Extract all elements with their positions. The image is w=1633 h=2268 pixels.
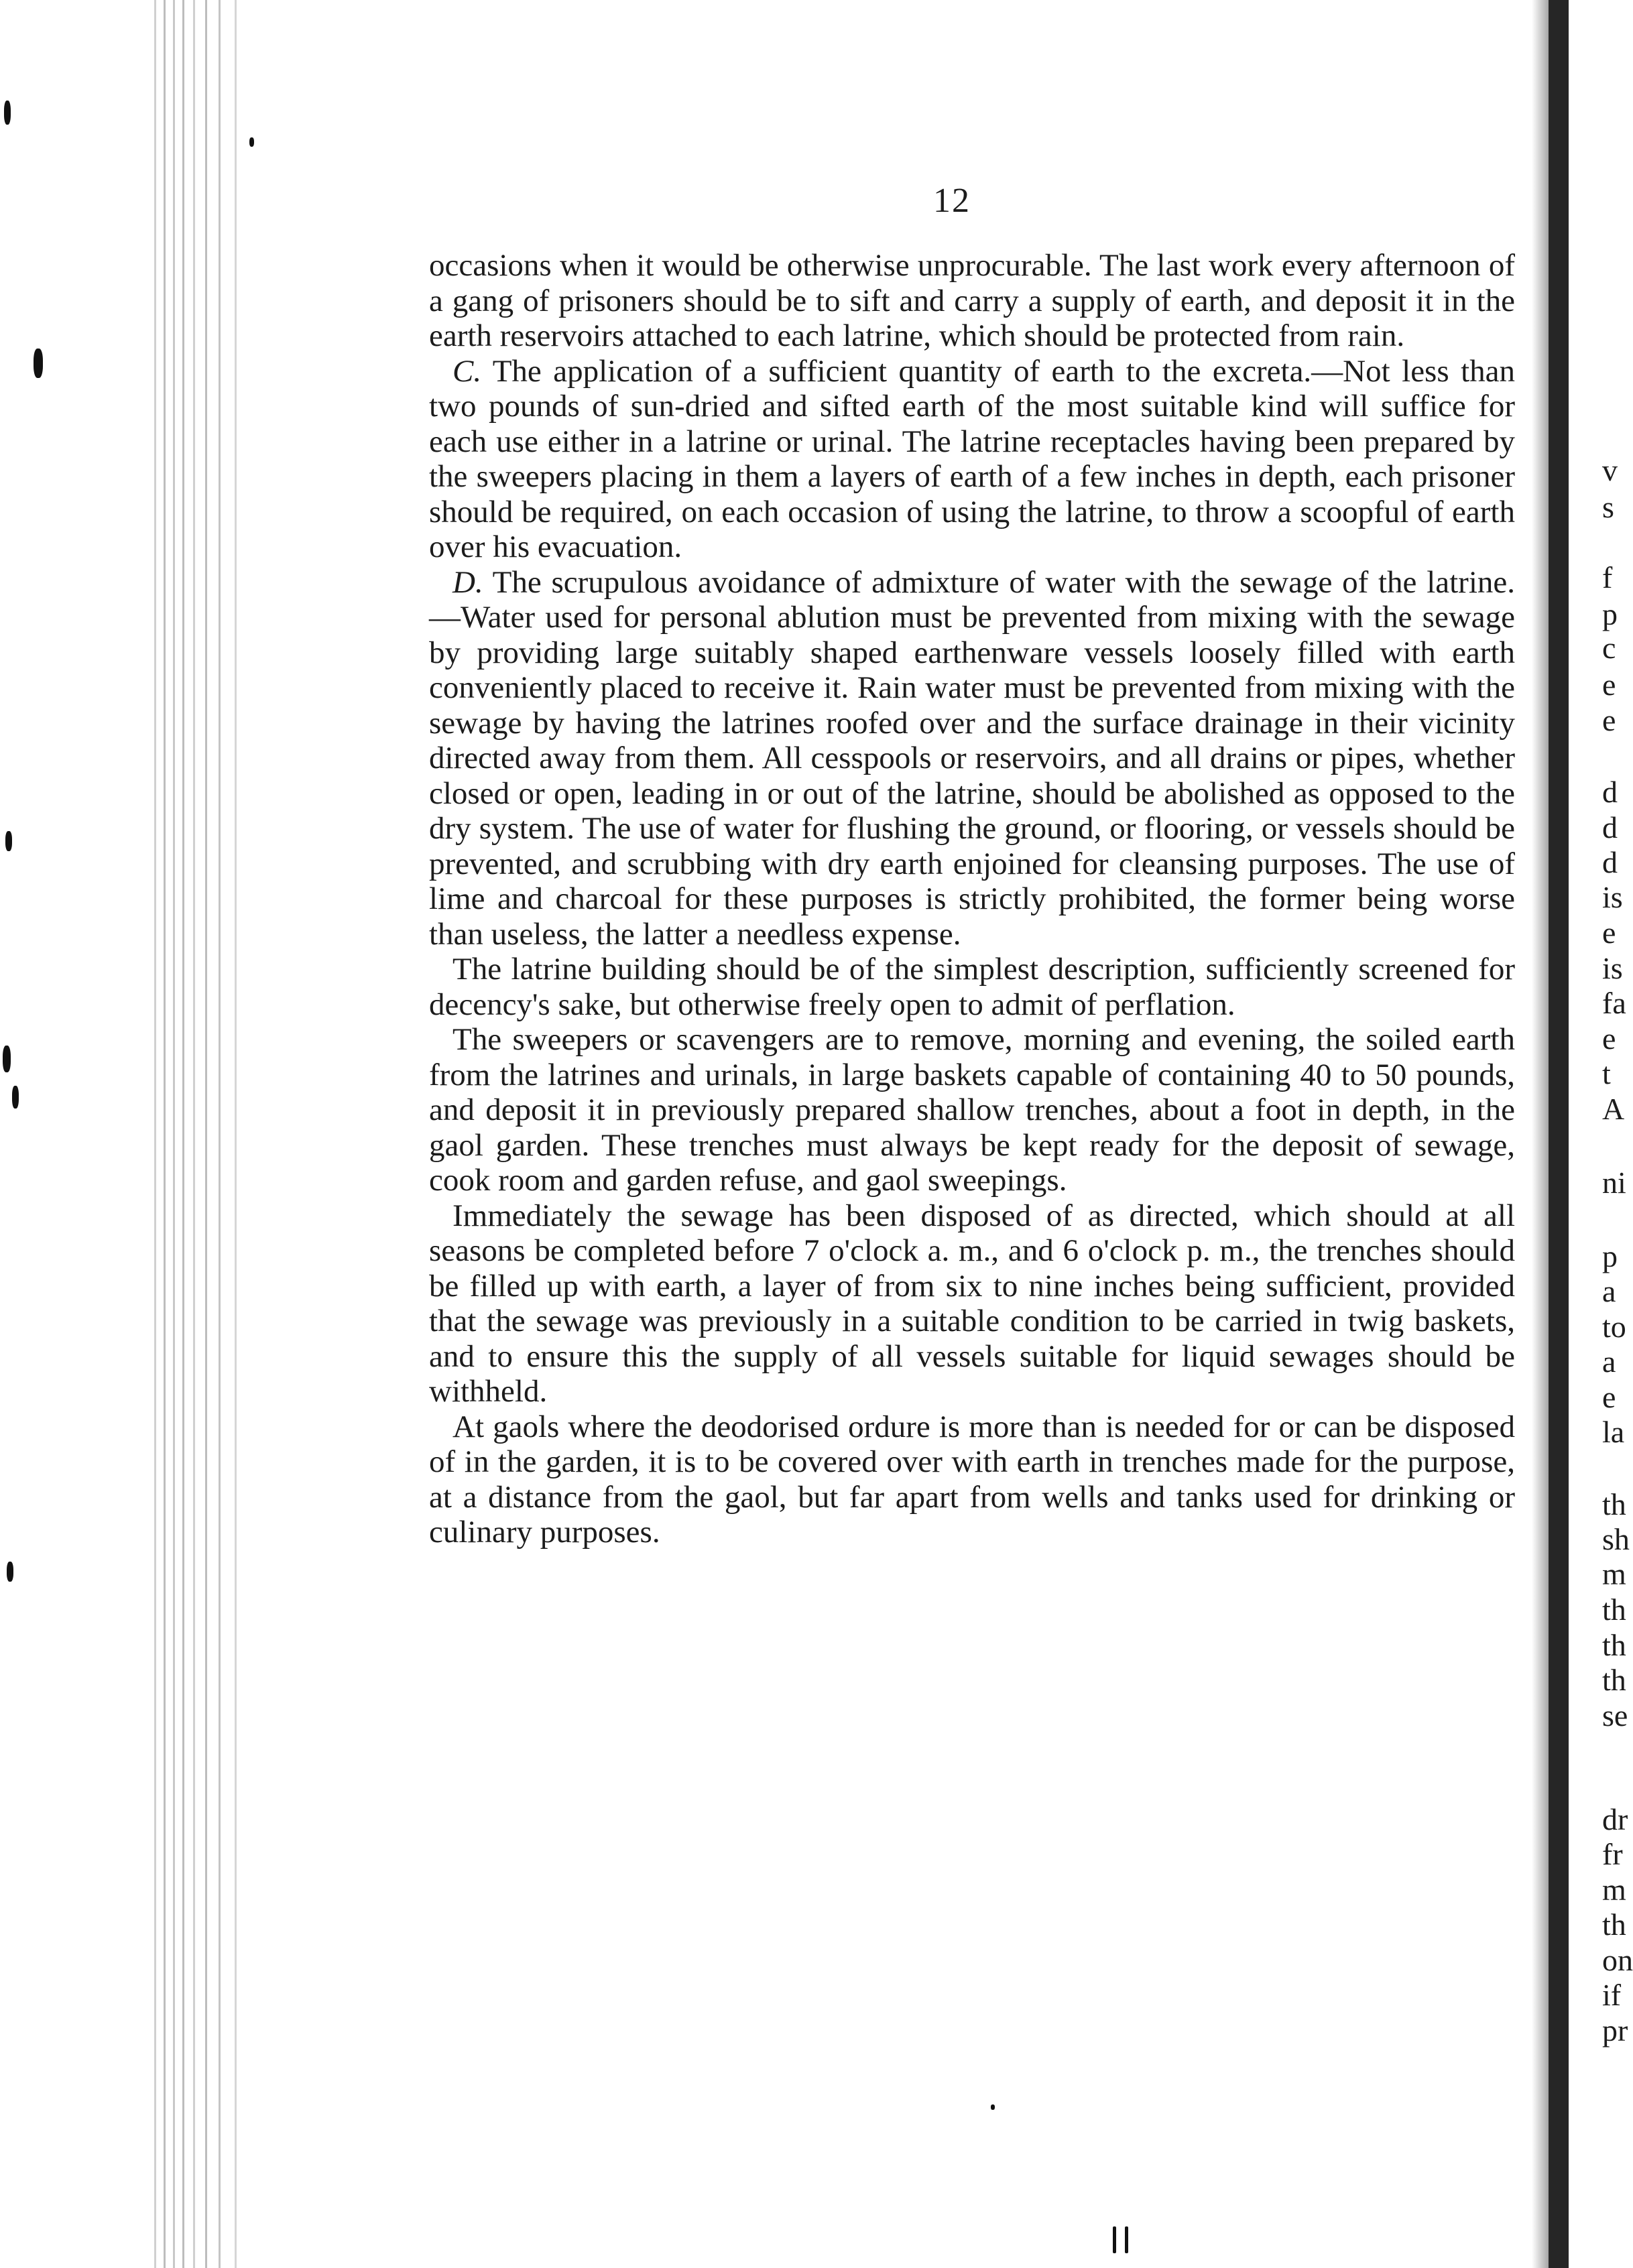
facing-page-fragment: a xyxy=(1602,1274,1616,1308)
scan-speck xyxy=(1113,2226,1116,2253)
facing-page-fragment: e xyxy=(1602,1380,1616,1414)
page-edge-line xyxy=(205,0,207,2268)
facing-page-fragment: se xyxy=(1602,1698,1628,1732)
facing-page-fragment: is xyxy=(1602,880,1623,914)
scan-speck xyxy=(34,349,43,378)
paragraph xyxy=(429,565,1515,952)
facing-page-fragment: m xyxy=(1602,1557,1626,1591)
paragraph-text: The scrupulous avoidance of admixture of water with the sewage of the latrine.—Water used for personal ablution must be prevented from mixing with the sewage by providing large suitably shaped earthenware vessels loosely filled with earth conveniently placed to receive it. Rain water must be prevented from mixing with the sewage by having the latrines roofed over and the surface drainage in their vicinity directed away from them. All cesspools or reservoirs, and all drains or pipes, whether closed or open, leading in or out of the latrine, should be abolished as opposed to the dry system. The use of water for flushing the ground, or flooring, or vessels should be prevented, and scrubbing with dry earth enjoined for cleansing purposes. The use of lime and charcoal for these purposes is strictly prohibited, the former being worse than useless, the latter a needless expense. xyxy=(429,564,1515,952)
facing-page-glimpse xyxy=(1602,0,1633,2268)
facing-page-fragment: la xyxy=(1602,1415,1625,1449)
page-edge-line xyxy=(193,0,195,2268)
paragraph-text: At gaols where the deodorised ordure is more than is needed for or can be disposed of in the garden, it is to be covered over with earth in trenches made for the purpose, at a distance from the gaol, but far apart from wells and tanks used for drinking or culinary purposes. xyxy=(429,1409,1515,1550)
paragraph-text: occasions when it would be otherwise unprocurable. The last work every afternoon of a gang of prisoners should be to sift and carry a supply of earth, and deposit it in the earth reservoirs attached to each latrine, which should be protected from rain. xyxy=(429,248,1515,353)
paragraph xyxy=(429,1198,1515,1409)
paragraph-lead: D. xyxy=(452,564,483,600)
book-page-edges xyxy=(154,0,308,2268)
facing-page-fragment: p xyxy=(1602,1239,1618,1273)
facing-page-fragment: ni xyxy=(1602,1166,1626,1200)
facing-page-fragment: f xyxy=(1602,560,1613,594)
paragraph xyxy=(429,1022,1515,1198)
facing-page-fragment: dr xyxy=(1602,1802,1628,1836)
paragraph-text: The sweepers or scavengers are to remove, morning and evening, the soiled earth from the latrines and urinals, in large baskets capable of containing 40 to 50 pounds, and deposit it in previously prepared shallow trenches, about a foot in depth, in the gaol garden. These trenches must always be kept ready for the deposit of sewage, cook room and garden refuse, and gaol sweepings. xyxy=(429,1022,1515,1198)
facing-page-fragment: d xyxy=(1602,775,1618,809)
facing-page-fragment: A xyxy=(1602,1092,1625,1126)
page-edge-line xyxy=(182,0,184,2268)
scan-speck xyxy=(7,1562,13,1582)
facing-page-fragment: e xyxy=(1602,916,1616,950)
paragraph-text: The latrine building should be of the simplest description, sufficiently screened for decency's sake, but otherwise freely open to admit of perflation. xyxy=(429,952,1515,1022)
facing-page-fragment: sh xyxy=(1602,1522,1630,1556)
facing-page-fragment: v xyxy=(1602,453,1618,487)
scan-speck xyxy=(991,2104,995,2110)
facing-page-fragment: e xyxy=(1602,1021,1616,1056)
facing-page-fragment: d xyxy=(1602,810,1618,844)
page-number: 12 xyxy=(933,182,971,220)
paragraph xyxy=(429,1409,1515,1550)
paragraph xyxy=(429,354,1515,565)
scan-speck xyxy=(1125,2226,1128,2253)
page-edge-line xyxy=(173,0,175,2268)
facing-page-fragment: p xyxy=(1602,597,1618,631)
book-gutter xyxy=(1549,0,1569,2268)
scan-edge xyxy=(0,0,27,2268)
paragraph-text: The application of a sufficient quantity of earth to the excreta.—Not less than two pounds of sun-dried and sifted earth of the most suitable kind will suffice for each use either in a latrine or urinal. The latrine receptacles having been prepared by the sweepers placing in them a layers of earth of a few inches in depth, each prisoner should be required, on each occasion of using the latrine, to throw a scoopful of earth over his evacuation. xyxy=(429,353,1515,564)
page-edge-line xyxy=(219,0,221,2268)
facing-page-fragment: th xyxy=(1602,1663,1626,1697)
page-edge-line xyxy=(164,0,166,2268)
scan-speck xyxy=(3,1046,11,1072)
facing-page-fragment: m xyxy=(1602,1873,1626,1907)
facing-page-fragment: to xyxy=(1602,1310,1626,1344)
facing-page-fragment: fr xyxy=(1602,1837,1623,1871)
facing-page-fragment: th xyxy=(1602,1628,1626,1662)
main-text-block xyxy=(429,248,1515,1550)
scan-speck xyxy=(4,101,11,125)
facing-page-fragment: fa xyxy=(1602,986,1626,1020)
facing-page-fragment: d xyxy=(1602,845,1618,879)
facing-page-fragment: th xyxy=(1602,1592,1626,1627)
paragraph-lead: C. xyxy=(452,353,482,389)
scan-speck xyxy=(12,1086,19,1109)
facing-page-fragment: e xyxy=(1602,668,1616,702)
facing-page-fragment: th xyxy=(1602,1907,1626,1942)
facing-page-fragment: a xyxy=(1602,1344,1616,1379)
facing-page-fragment: e xyxy=(1602,703,1616,737)
paragraph xyxy=(429,248,1515,354)
facing-page-fragment: pr xyxy=(1602,2013,1628,2048)
facing-page-fragment: on xyxy=(1602,1943,1633,1977)
page-edge-line xyxy=(235,0,237,2268)
facing-page-fragment: if xyxy=(1602,1978,1622,2012)
facing-page-fragment: th xyxy=(1602,1487,1626,1521)
facing-page-fragment: s xyxy=(1602,490,1614,524)
gutter-shadow xyxy=(1532,0,1549,2268)
scan-speck xyxy=(5,831,12,851)
facing-page-fragment: is xyxy=(1602,951,1623,985)
paragraph-text: Immediately the sewage has been disposed of as directed, which should at all seasons be completed before 7 o'clock a. m., and 6 o'clock p. m., the trenches should be filled up with earth, a layer of from six to nine inches being sufficient, provided that the sewage was previously in a suitable condition to be carried in twig baskets, and to ensure this the supply of all vessels suitable for liquid sewages should be withheld. xyxy=(429,1198,1515,1409)
paragraph xyxy=(429,952,1515,1022)
page-edge-line xyxy=(154,0,156,2268)
facing-page-fragment: t xyxy=(1602,1056,1611,1090)
facing-page-fragment: c xyxy=(1602,631,1616,665)
